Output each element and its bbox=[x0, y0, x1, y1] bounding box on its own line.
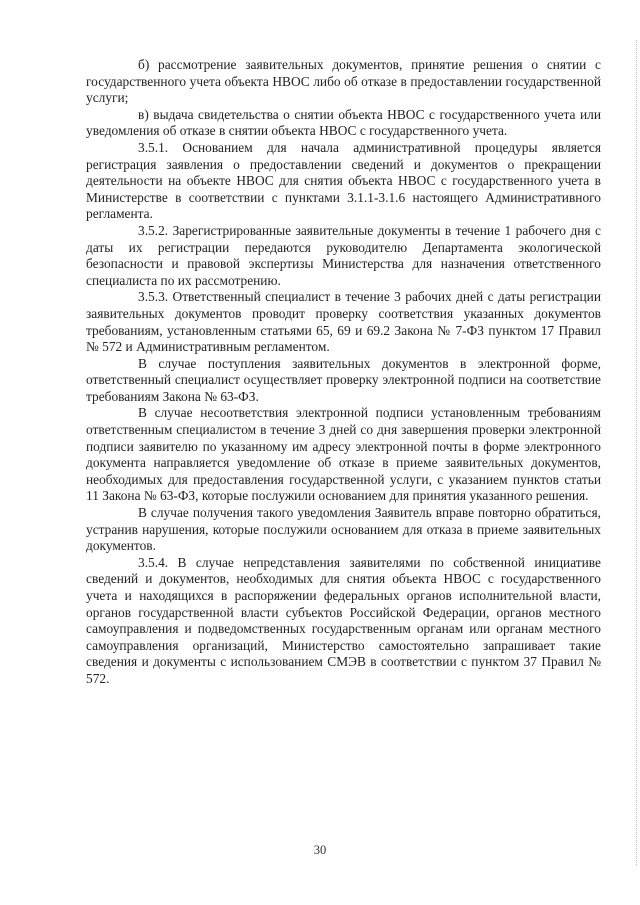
paragraph-signature-mismatch: В случае несоответствия электронной подписи установленным требованиям ответственным специалистом в течение 3 дней со дня завершения проверки электронной подписи заявителю по указанному им адресу электронной почты в форме электронного документа направляется уведомление об отказе в приеме заявительных документов, необходимых для предоставления государственной услуги, с указанием пунктов статьи 11 Закона № 63-ФЗ, которые послужили основанием для принятия указанного решения. bbox=[86, 405, 601, 504]
scan-edge-divider bbox=[636, 40, 637, 865]
document-body bbox=[86, 57, 601, 688]
paragraph-repeat-request: В случае получения такого уведомления Заявитель вправе повторно обратиться, устранив нарушения, которые послужили основанием для отказа в приеме заявительных документов. bbox=[86, 505, 601, 554]
paragraph-3-5-2: 3.5.2. Зарегистрированные заявительные документы в течение 1 рабочего дня с даты их регистрации передаются руководителю Департамента экологической безопасности и правовой экспертизы Министерства для назначения ответственного специалиста по их рассмотрению. bbox=[86, 222, 601, 288]
paragraph-3-5-1: 3.5.1. Основанием для начала административной процедуры является регистрация заявления о предоставлении сведений и документов о прекращении деятельности на объекте НВОС для снятия объекта НВОС с государственного учета в Министерстве в соответствии с пунктами 3.1.1-3.1.6 настоящего Административного регламента. bbox=[86, 139, 601, 222]
paragraph-item-b: б) рассмотрение заявительных документов, принятие решения о снятии с государственного учета объекта НВОС либо об отказе в предоставлении государственной услуги; bbox=[86, 57, 601, 106]
paragraph-electronic-form: В случае поступления заявительных документов в электронной форме, ответственный специалист осуществляет проверку электронной подписи на соответствие требованиям Закона № 63-ФЗ. bbox=[86, 355, 601, 404]
page-number: 30 bbox=[313, 843, 327, 857]
paragraph-item-v: в) выдача свидетельства о снятии объекта НВОС с государственного учета или уведомления об отказе в снятии объекта НВОС с государственного учета. bbox=[86, 106, 601, 139]
paragraph-3-5-3: 3.5.3. Ответственный специалист в течение 3 рабочих дней с даты регистрации заявительных документов проводит проверку соответствия указанных документов требованиям, установленным статьями 65, 69 и 69.2 Закона № 7-ФЗ пунктом 17 Правил № 572 и Административным регламентом. bbox=[86, 289, 601, 355]
paragraph-3-5-4: 3.5.4. В случае непредставления заявителями по собственной инициативе сведений и документов, необходимых для снятия объекта НВОС с государственного учета и находящихся в распоряжении федеральных органов исполнительной власти, органов государственной власти субъектов Российской Федерации, органов местного самоуправления и подведомственных государственным органам или органам местного самоуправления организаций, Министерство самостоятельно запрашивает такие сведения и документы с использованием СМЭВ в соответствии с пунктом 37 Правил № 572. bbox=[86, 554, 601, 686]
